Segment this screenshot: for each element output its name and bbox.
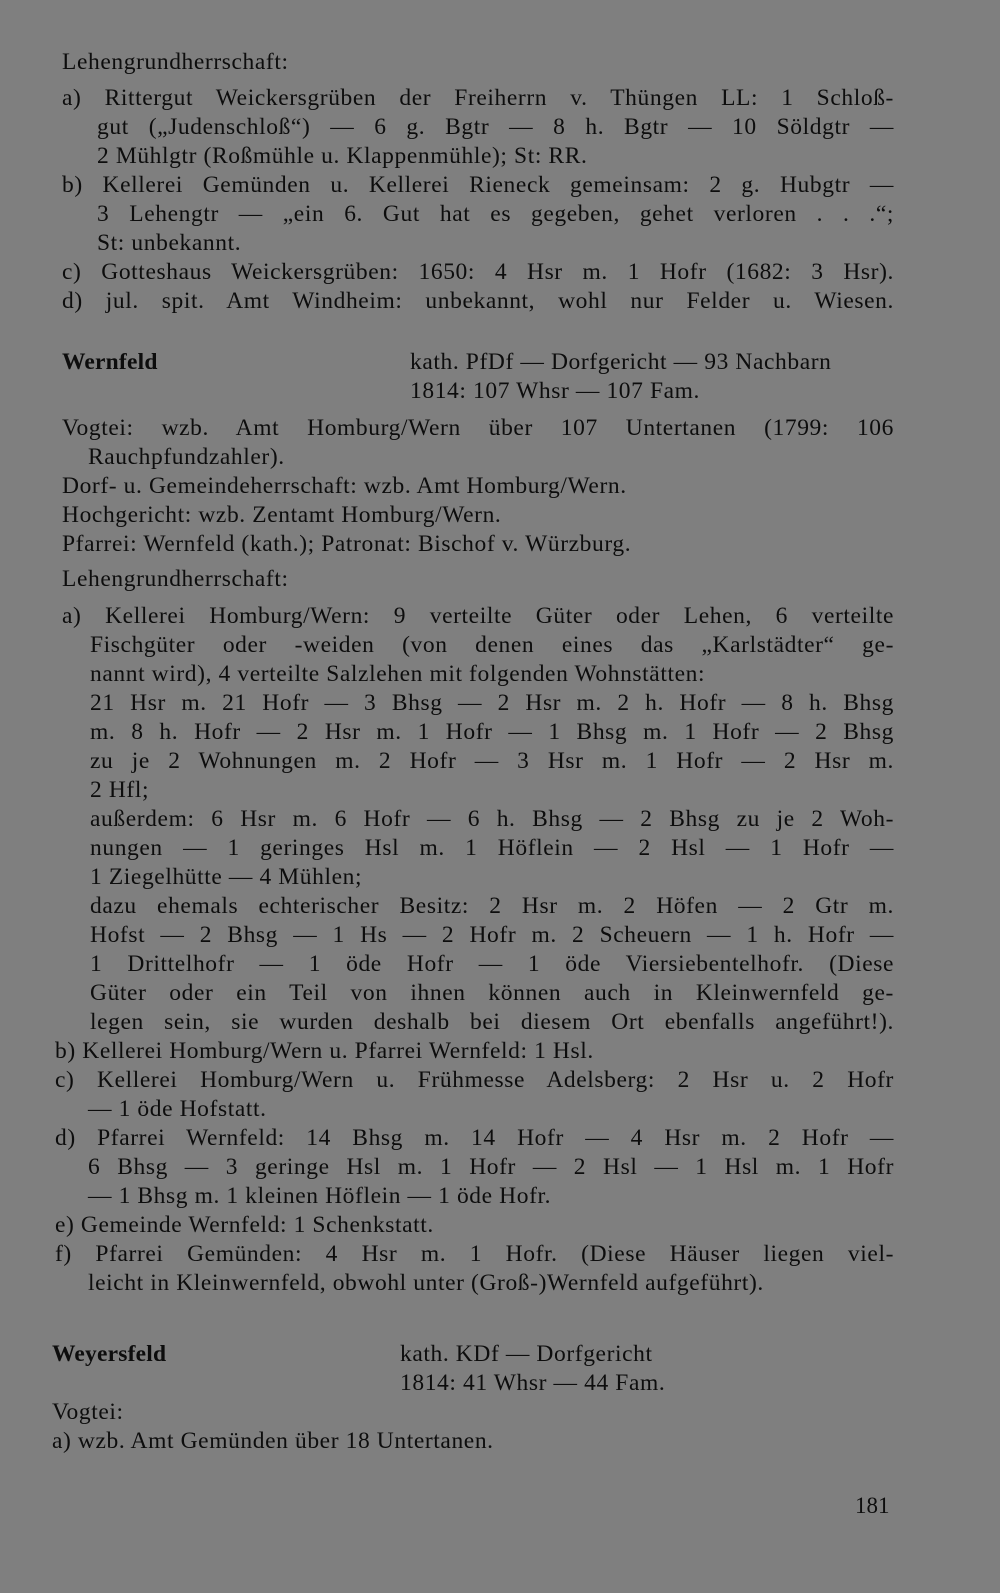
text-line: b) Kellerei Gemünden u. Kellerei Rieneck gemeinsam: 2 g. Hubgtr — (62, 172, 894, 198)
text-line: außerdem: 6 Hsr m. 6 Hofr — 6 h. Bhsg — 2 Bhsg zu je 2 Woh- (90, 806, 894, 832)
text-line: Dorf- u. Gemeindeherrschaft: wzb. Amt Homburg/Wern. (62, 473, 627, 499)
text-line: Pfarrei: Wernfeld (kath.); Patronat: Bischof v. Würzburg. (62, 531, 632, 557)
text-line: 2 Mühlgtr (Roßmühle u. Klappenmühle); St: RR. (97, 143, 588, 169)
text-line: 1 Ziegelhütte — 4 Mühlen; (90, 864, 363, 890)
section-heading-lehengrundherrschaft: Lehengrundherrschaft: (62, 49, 289, 75)
text-line: zu je 2 Wohnungen m. 2 Hofr — 3 Hsr m. 1 Hofr — 2 Hsr m. (90, 748, 894, 774)
text-line: a) Kellerei Homburg/Wern: 9 verteilte Güter oder Lehen, 6 verteilte (62, 603, 894, 629)
text-line: a) wzb. Amt Gemünden über 18 Untertanen. (52, 1428, 494, 1454)
text-line: legen sein, sie wurden deshalb bei diesem Ort ebenfalls angeführt!). (90, 1009, 894, 1035)
text-line: St: unbekannt. (97, 230, 242, 256)
text-line: nungen — 1 geringes Hsl m. 1 Höflein — 2 Hsl — 1 Hofr — (90, 835, 894, 861)
text-line: — 1 öde Hofstatt. (88, 1096, 267, 1122)
text-line: d) jul. spit. Amt Windheim: unbekannt, wohl nur Felder u. Wiesen. (62, 288, 894, 314)
section-heading-lehengrundherrschaft: Lehengrundherrschaft: (62, 566, 289, 592)
text-line: 2 Hfl; (90, 777, 150, 803)
place-name-weyersfeld: Weyersfeld (52, 1341, 167, 1367)
place-name-wernfeld: Wernfeld (62, 349, 158, 375)
page-number: 181 (855, 1493, 890, 1518)
text-line: dazu ehemals echterischer Besitz: 2 Hsr m. 2 Höfen — 2 Gtr m. (90, 893, 894, 919)
text-line: Vogtei: (52, 1399, 124, 1425)
text-line: c) Kellerei Homburg/Wern u. Frühmesse Adelsberg: 2 Hsr u. 2 Hofr (55, 1067, 894, 1093)
place-info-line-1: kath. PfDf — Dorfgericht — 93 Nachbarn (410, 349, 832, 375)
text-line: Fischgüter oder -weiden (von denen eines das „Karlstädter“ ge- (90, 632, 894, 658)
text-line: a) Rittergut Weickersgrüben der Freiherrn v. Thüngen LL: 1 Schloß- (62, 85, 894, 111)
place-info-line-1: kath. KDf — Dorfgericht (400, 1341, 653, 1367)
text-line: c) Gotteshaus Weickersgrüben: 1650: 4 Hsr m. 1 Hofr (1682: 3 Hsr). (62, 259, 894, 285)
place-info-line-2: 1814: 41 Whsr — 44 Fam. (400, 1370, 666, 1396)
text-line: Güter oder ein Teil von ihnen können auch in Kleinwernfeld ge- (90, 980, 894, 1006)
text-line: 21 Hsr m. 21 Hofr — 3 Bhsg — 2 Hsr m. 2 h. Hofr — 8 h. Bhsg (90, 690, 894, 716)
text-line: — 1 Bhsg m. 1 kleinen Höflein — 1 öde Hofr. (88, 1183, 552, 1209)
text-line: nannt wird), 4 verteilte Salzlehen mit folgenden Wohnstätten: (90, 661, 706, 687)
text-line: b) Kellerei Homburg/Wern u. Pfarrei Wernfeld: 1 Hsl. (55, 1038, 594, 1064)
text-line: 1 Drittelhofr — 1 öde Hofr — 1 öde Viersiebentelhofr. (Diese (90, 951, 894, 977)
text-line: m. 8 h. Hofr — 2 Hsr m. 1 Hofr — 1 Bhsg m. 1 Hofr — 2 Bhsg (90, 719, 894, 745)
text-line: 3 Lehengtr — „ein 6. Gut hat es gegeben, gehet verloren . . .“; (97, 201, 894, 227)
place-info-line-2: 1814: 107 Whsr — 107 Fam. (410, 378, 701, 404)
text-line: Hochgericht: wzb. Zentamt Homburg/Wern. (62, 502, 502, 528)
text-line: f) Pfarrei Gemünden: 4 Hsr m. 1 Hofr. (Diese Häuser liegen viel- (55, 1241, 894, 1267)
text-line: Rauchpfundzahler). (88, 444, 285, 470)
text-line: d) Pfarrei Wernfeld: 14 Bhsg m. 14 Hofr — 4 Hsr m. 2 Hofr — (55, 1125, 894, 1151)
text-line: e) Gemeinde Wernfeld: 1 Schenkstatt. (55, 1212, 434, 1238)
text-line: 6 Bhsg — 3 geringe Hsl m. 1 Hofr — 2 Hsl — 1 Hsl m. 1 Hofr (88, 1154, 894, 1180)
text-line: Vogtei: wzb. Amt Homburg/Wern über 107 Untertanen (1799: 106 (62, 415, 894, 441)
text-line: gut („Judenschloß“) — 6 g. Bgtr — 8 h. Bgtr — 10 Söldgtr — (97, 114, 894, 140)
text-line: leicht in Kleinwernfeld, obwohl unter (Groß-)Wernfeld aufgeführt). (88, 1270, 764, 1296)
text-line: Hofst — 2 Bhsg — 1 Hs — 2 Hofr m. 2 Scheuern — 1 h. Hofr — (90, 922, 894, 948)
